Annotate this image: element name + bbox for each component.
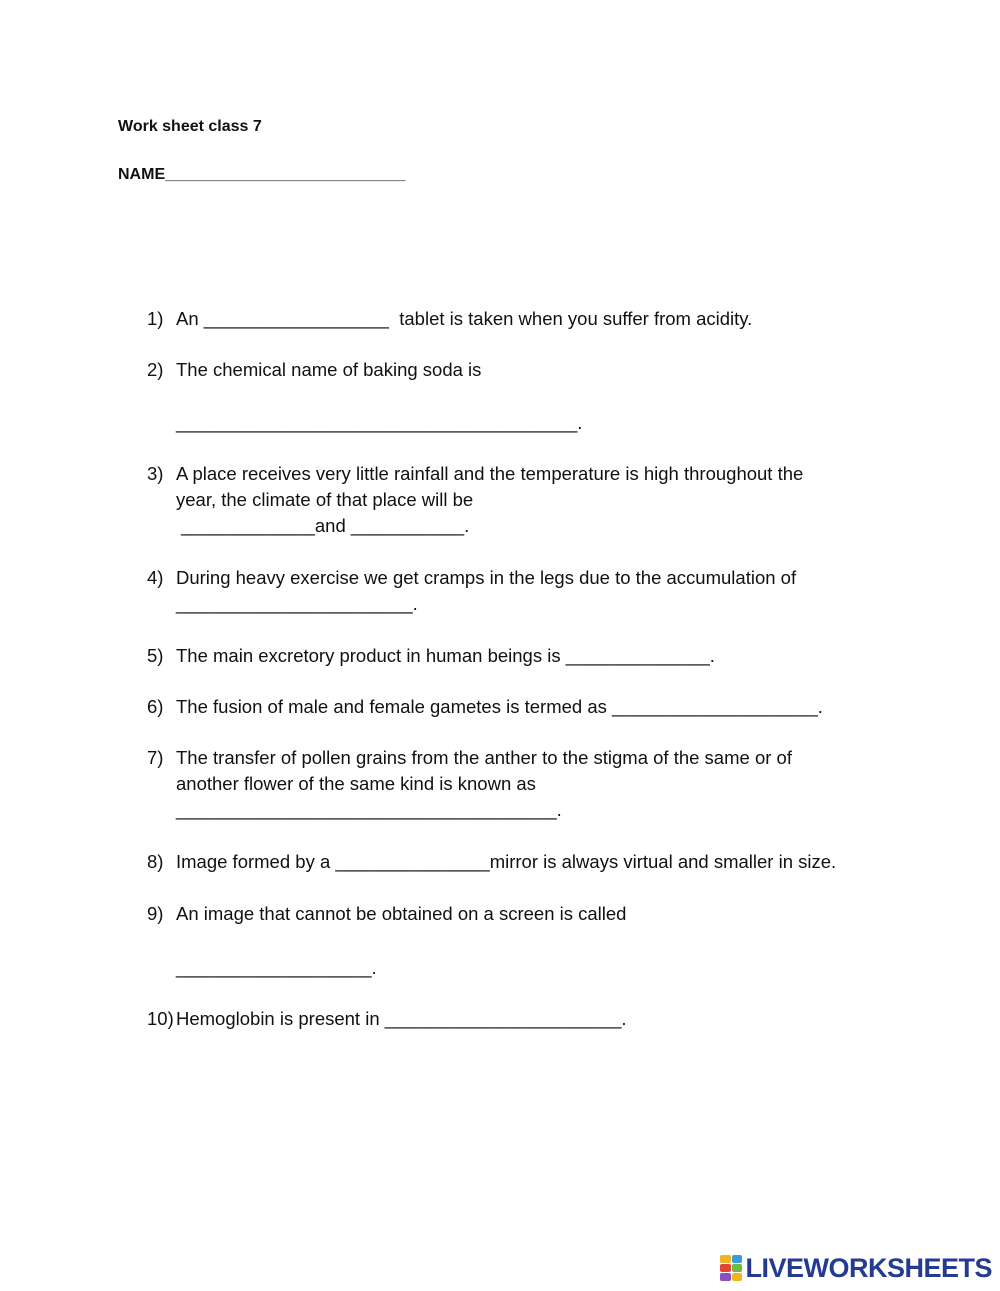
answer-blank: _____________________________________.: [176, 799, 562, 820]
question-4: [147, 565, 907, 617]
question-text: Hemoglobin is present in _______________________.: [176, 1008, 627, 1029]
answer-blank: _______________________________________.: [176, 412, 583, 433]
question-text: A place receives very little rainfall and the temperature is high throughout the: [176, 463, 804, 484]
question-number: 10): [147, 1008, 174, 1029]
answer-blank: _____________and ___________.: [176, 515, 470, 536]
logo-block: [720, 1273, 731, 1281]
question-number: 4): [147, 567, 164, 588]
question-7: [147, 745, 907, 823]
question-text: The chemical name of baking soda is: [176, 359, 482, 380]
question-1: [147, 306, 907, 332]
question-number: 3): [147, 463, 164, 484]
question-number: 6): [147, 696, 164, 717]
liveworksheets-logo: [720, 1253, 992, 1283]
question-5: [147, 643, 907, 669]
worksheet-title: Work sheet class 7: [118, 118, 262, 135]
question-number: 9): [147, 903, 164, 924]
question-10: [147, 1006, 907, 1032]
question-2: [147, 357, 907, 437]
logo-block: [732, 1255, 743, 1263]
question-text: The main excretory product in human beings is ______________.: [176, 645, 715, 666]
question-text: An image that cannot be obtained on a screen is called: [176, 903, 627, 924]
question-text: another flower of the same kind is known as: [176, 773, 536, 794]
logo-block: [720, 1264, 731, 1272]
question-text: An __________________ tablet is taken when you suffer from acidity.: [176, 308, 753, 329]
question-text: The fusion of male and female gametes is termed as ____________________.: [176, 696, 823, 717]
logo-block: [732, 1273, 743, 1281]
question-3: [147, 461, 907, 539]
question-8: [147, 849, 907, 875]
question-number: 2): [147, 359, 164, 380]
question-number: 7): [147, 747, 164, 768]
question-text: Image formed by a _______________mirror is always virtual and smaller in size.: [176, 851, 837, 872]
question-9: [147, 901, 907, 981]
answer-blank: ___________________.: [176, 957, 377, 978]
answer-blank: _______________________.: [176, 593, 418, 614]
name-field-label: NAME___________________________: [118, 166, 406, 183]
question-number: 1): [147, 308, 164, 329]
question-text: The transfer of pollen grains from the anther to the stigma of the same or of: [176, 747, 792, 768]
logo-text: LIVEWORKSHEETS: [745, 1252, 992, 1283]
question-number: 8): [147, 851, 164, 872]
logo-block: [732, 1264, 743, 1272]
question-6: [147, 694, 907, 720]
question-number: 5): [147, 645, 164, 666]
logo-blocks-icon: [720, 1255, 742, 1281]
logo-block: [720, 1255, 731, 1263]
question-text: During heavy exercise we get cramps in the legs due to the accumulation of: [176, 567, 797, 588]
question-text: year, the climate of that place will be: [176, 489, 474, 510]
